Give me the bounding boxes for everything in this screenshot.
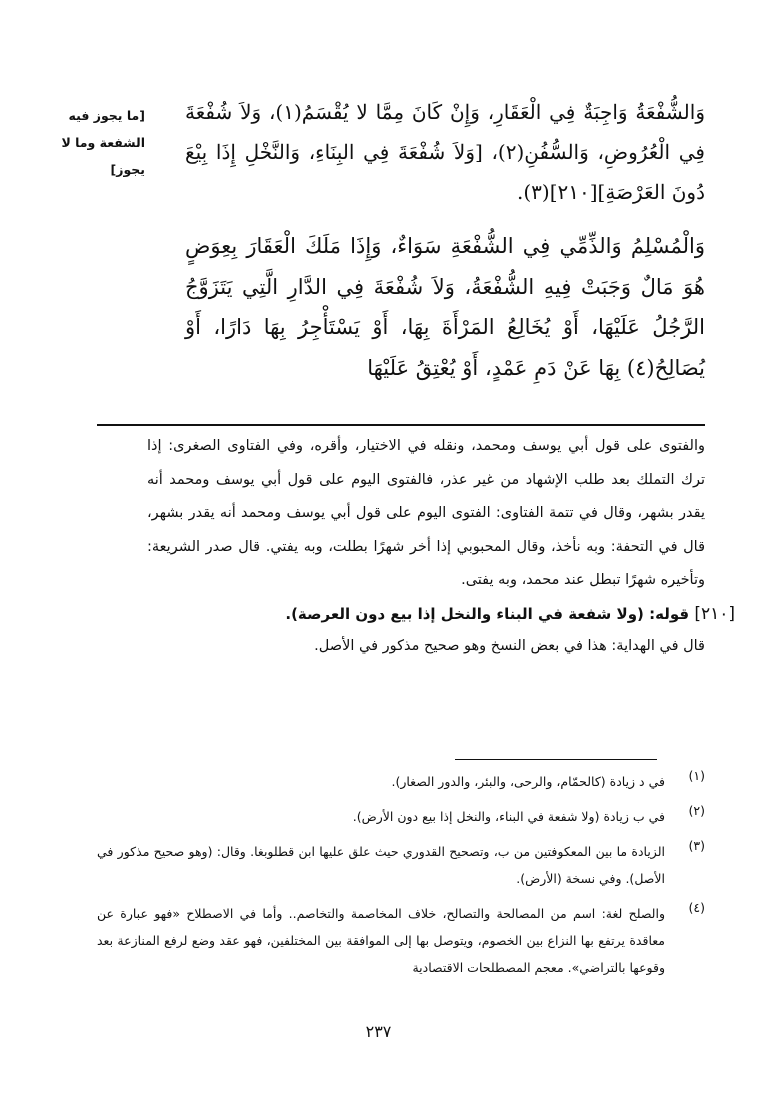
footnote (97, 803, 705, 830)
footnote (97, 838, 705, 892)
side-note (53, 102, 145, 183)
footnotes (97, 768, 705, 989)
commentary-heading-text: (ولا شفعة في البناء والنخل إذا بيع دون العرصة). (285, 604, 644, 623)
commentary-heading-number: [٢١٠] (694, 603, 735, 624)
commentary-paragraph-1: والفتوى على قول أبي يوسف ومحمد، ونقله في الاختيار، وأقره، وفي الفتاوى الصغرى: إذا ترك التملك بعد طلب الإشهاد من غير عذر، فالفتوى اليوم على قول أبي يوسف ومحمد أنه يقدر بشهر، وقال في تتمة الفتاوى: الفتوى اليوم على قول أبي يوسف ومحمد أنه يقدر بشهر، قال في التحفة: وبه نأخذ، وقال المحبوبي إذا أخر شهرًا بطلت، وبه يفتي. قال صدر الشريعة: وتأخيره شهرًا تبطل عند محمد، وبه يفتى. (147, 438, 705, 588)
footnote-text: في د زيادة (كالحمّام، والرحى، والبئر، والدور الصغار). (391, 774, 665, 789)
footnote-text: في ب زيادة (ولا شفعة في البناء، والنخل إذا بيع دون الأرض). (352, 809, 665, 824)
page-number: ٢٣٧ (365, 1022, 392, 1041)
main-paragraph-1: وَالشُّفْعَةُ وَاجِبَةٌ فِي الْعَقَارِ، وَإِنْ كَانَ مِمَّا لا يُقْسَمُ(١)، وَلاَ شُفْعَةَ فِي الْعُرُوضِ، وَالسُّفُنِ(٢)، [وَلاَ شُفْعَةَ فِي البِنَاءِ، وَالنَّخْلِ إِذَا بِيْعَ دُونَ العَرْصَةِ][٢١٠](٣). (185, 100, 705, 204)
side-note-line: يجوز] (110, 162, 145, 177)
commentary-heading (147, 598, 735, 630)
commentary (147, 430, 735, 663)
footnote (97, 768, 705, 795)
side-note-line: [ما يجوز فيه (68, 108, 145, 123)
footnote-divider (455, 759, 657, 760)
side-note-line: الشفعة وما لا (61, 135, 145, 150)
commentary-heading-prefix: قوله: (649, 604, 690, 623)
footnote (97, 900, 705, 981)
main-text-divider (97, 424, 705, 426)
footnote-number: (١) (688, 768, 705, 783)
footnote-number: (٣) (688, 838, 705, 853)
commentary-paragraph-2: قال في الهداية: هذا في بعض النسخ وهو صحيح مذكور في الأصل. (314, 637, 705, 654)
footnote-number: (٢) (688, 803, 705, 818)
main-paragraph-2: وَالْمُسْلِمُ وَالذِّمِّي فِي الشُّفْعَةِ سَوَاءٌ، وَإِذَا مَلَكَ الْعَقَارَ بِعِوَضٍ هُوَ مَالٌ وَجَبَتْ فِيهِ الشُّفْعَةُ، وَلاَ شُفْعَةَ فِي الدَّارِ الَّتِي يَتَزَوَّجُ الرَّجُلُ عَلَيْهَا، أَوْ يُخَالِعُ المَرْأَةَ بِهَا، أَوْ يَسْتَأْجِرُ بِهَا دَارًا، أَوْ يُصَالِحُ(٤) بِهَا عَنْ دَمِ عَمْدٍ، أَوْ يُعْتِقُ عَلَيْهَا (185, 234, 705, 380)
footnote-text: والصلح لغة: اسم من المصالحة والتصالح، خلاف المخاصمة والتخاصم.. وأما في الاصطلاح «فهو عبارة عن معاقدة يرتفع بها النزاع بين الخصوم، ويتوصل بها إلى الموافقة بين المختلفين، فهو عقد وضع لرفع المنازعة بعد وقوعها بالتراضي». معجم المصطلحات الاقتصادية (97, 906, 665, 975)
footnote-number: (٤) (688, 900, 705, 915)
main-text (185, 92, 705, 388)
footnote-text: الزيادة ما بين المعكوفتين من ب، وتصحيح القدوري حيث علق عليها ابن قطلوبغا. وقال: (وهو صحيح مذكور في الأصل). وفي نسخة (الأرض). (97, 844, 665, 886)
